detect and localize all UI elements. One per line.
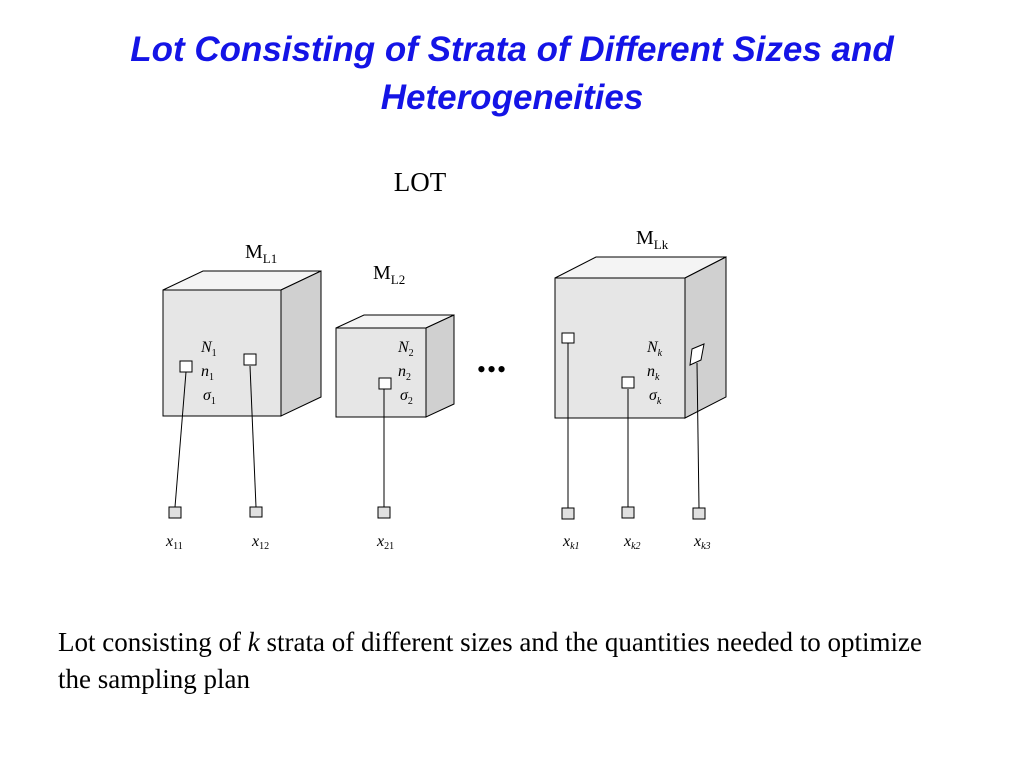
stratum-k-side-face (685, 257, 726, 418)
sample-label-21: x21 (377, 533, 395, 552)
stratum-1-side-face (281, 271, 321, 416)
stratum-1-N: $N_1$ (201, 339, 217, 359)
stratum-k-label: $M_{Lk}$ (636, 227, 669, 252)
stratum-2-cube (336, 315, 454, 417)
sample-label-11: x11 (166, 533, 183, 552)
stratum-k-cube (555, 257, 726, 418)
stratum-k-n: $n_k$ (647, 363, 660, 383)
sample-labels (165, 533, 711, 552)
ellipsis-dots: ••• (476, 355, 508, 384)
sample-squares (169, 507, 705, 519)
caption-k: k (247, 627, 260, 657)
caption-before: Lot consisting of (58, 627, 248, 657)
stratum-2-sigma: $\sigma_2$ (400, 387, 413, 407)
stratum-2-n: $n_2$ (398, 363, 411, 383)
increment-square-21 (379, 378, 391, 389)
sample-square-k2 (622, 507, 634, 518)
increment-square-12 (244, 354, 256, 365)
stratum-1-front-face (163, 290, 281, 416)
sample-label-k2: xk2 (624, 533, 641, 552)
stratum-k-N: $N_k$ (647, 339, 663, 359)
sample-square-12 (250, 507, 262, 517)
stratum-1-n: $n_1$ (201, 363, 214, 383)
sample-label-k1: xk1 (563, 533, 580, 552)
caption-after: strata of different sizes and the quantities needed to optimize the sampling plan (58, 627, 923, 694)
stratum-1-label: $M_{L1}$ (245, 241, 278, 266)
sample-square-k1 (562, 508, 574, 519)
increment-square-k2 (622, 377, 634, 388)
stratum-k-sigma: $\sigma_k$ (649, 387, 662, 407)
sample-label-k3: xk3 (694, 533, 711, 552)
sample-square-21 (378, 507, 390, 518)
stratum-1-sigma: $\sigma_1$ (203, 387, 216, 407)
increment-square-k1 (562, 333, 574, 343)
stratum-k-front-face (555, 278, 685, 418)
sample-square-11 (169, 507, 181, 518)
sample-square-k3 (693, 508, 705, 519)
slide-title-line-1: Lot Consisting of Strata of Different Sizes and (130, 30, 894, 69)
stratum-1-cube (163, 271, 321, 416)
lot-label: LOT (393, 167, 447, 197)
stratum-2-N: $N_2$ (398, 339, 414, 359)
increment-square-11 (180, 361, 192, 372)
stratum-2-side-face (426, 315, 454, 417)
sample-label-12: x12 (252, 533, 270, 552)
stratum-2-label: $M_{L2}$ (373, 262, 406, 287)
figure-caption (58, 624, 958, 698)
slide-title-line-2: Heterogeneities (380, 78, 644, 117)
